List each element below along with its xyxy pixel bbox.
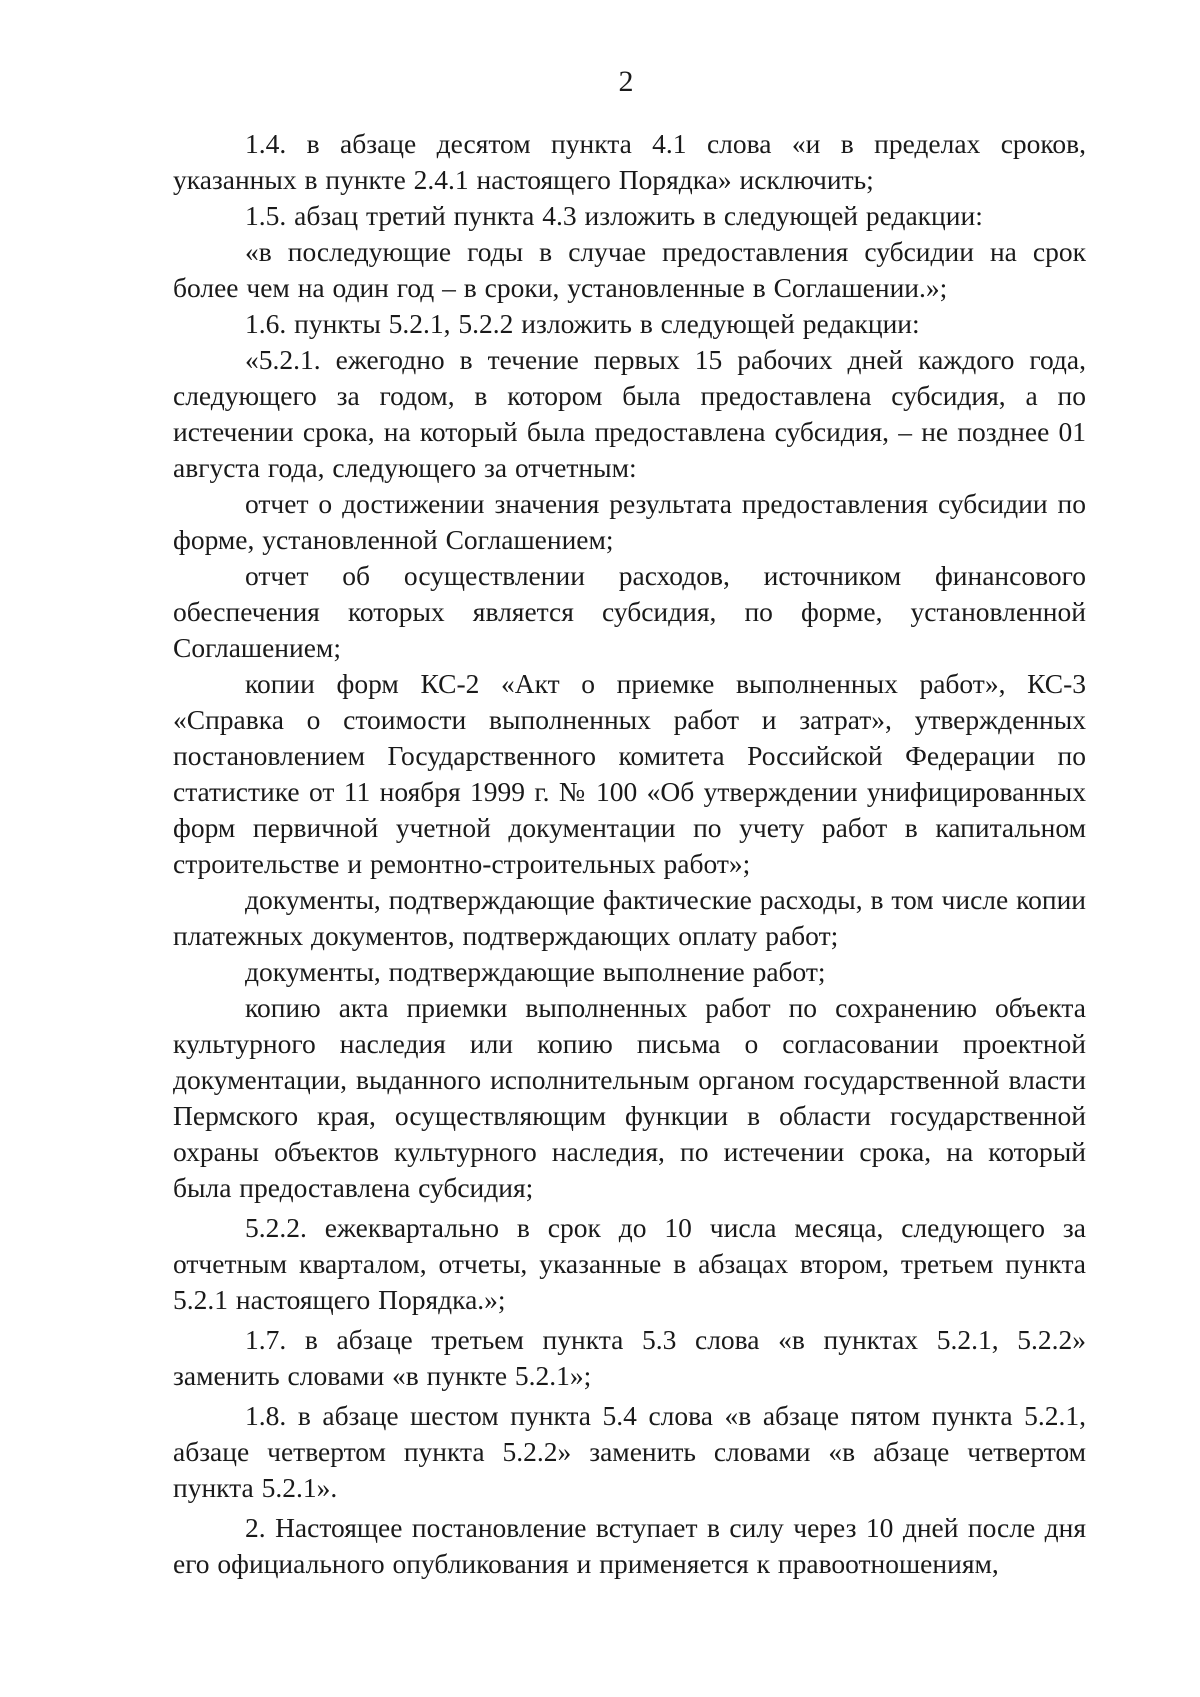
paragraph-report-result: отчет о достижении значения результата предоставления субсидии по форме, установленной Соглашением; [173, 488, 1086, 555]
paragraph-acceptance-act: копию акта приемки выполненных работ по сохранению объекта культурного наследия или копию письма о согласовании проектной документации, выданного исполнительным органом государственной власти Пермского края, осуществляющим функции в области государственной охраны объектов культурного наследия, по истечении срока, на который была предоставлена субсидия; [173, 992, 1086, 1203]
paragraph-1-6: 1.6. пункты 5.2.1, 5.2.2 изложить в следующей редакции: [245, 308, 920, 339]
paragraph-1-7: 1.7. в абзаце третьем пункта 5.3 слова «в пунктах 5.2.1, 5.2.2» заменить словами «в пункте 5.2.1»; [173, 1324, 1086, 1391]
paragraph-5-2-1: «5.2.1. ежегодно в течение первых 15 рабочих дней каждого года, следующего за годом, в котором была предоставлена субсидия, а по истечении срока, на который была предоставлена субсидия, – не позднее 01 августа года, следующего за отчетным: [173, 344, 1086, 483]
paragraph-1-5: 1.5. абзац третий пункта 4.3 изложить в следующей редакции: [245, 200, 983, 231]
paragraph-ks-forms: копии форм КС-2 «Акт о приемке выполненных работ», КС-3 «Справка о стоимости выполненных работ и затрат», утвержденных постановлением Государственного комитета Российской Федерации по статистике от 11 ноября 1999 г. № 100 «Об утверждении унифицированных форм первичной учетной документации по учету работ в капитальном строительстве и ремонтно-строительных работ»; [173, 668, 1086, 879]
paragraph-1-4: 1.4. в абзаце десятом пункта 4.1 слова «и в пределах сроков, указанных в пункте 2.4.1 настоящего Порядка» исключить; [173, 128, 1086, 195]
paragraph-expense-documents: документы, подтверждающие фактические расходы, в том числе копии платежных документов, подтверждающих оплату работ; [173, 884, 1086, 951]
paragraph-quote-4-3: «в последующие годы в случае предоставления субсидии на срок более чем на один год – в сроки, установленные в Соглашении.»; [173, 236, 1086, 303]
page-number: 2 [618, 65, 634, 98]
paragraph-work-documents: документы, подтверждающие выполнение работ; [245, 956, 826, 987]
paragraph-1-8: 1.8. в абзаце шестом пункта 5.4 слова «в абзаце пятом пункта 5.2.1, абзаце четвертом пункта 5.2.2» заменить словами «в абзаце четвертом пункта 5.2.1». [173, 1400, 1086, 1503]
paragraph-5-2-2: 5.2.2. ежеквартально в срок до 10 числа месяца, следующего за отчетным кварталом, отчеты, указанные в абзацах втором, третьем пункта 5.2.1 настоящего Порядка.»; [173, 1212, 1086, 1315]
paragraph-2: 2. Настоящее постановление вступает в силу через 10 дней после дня его официального опубликования и применяется к правоотношениям, [173, 1512, 1086, 1579]
paragraph-report-expenses: отчет об осуществлении расходов, источником финансового обеспечения которых является субсидия, по форме, установленной Соглашением; [173, 560, 1086, 663]
document-body [173, 126, 1086, 1582]
